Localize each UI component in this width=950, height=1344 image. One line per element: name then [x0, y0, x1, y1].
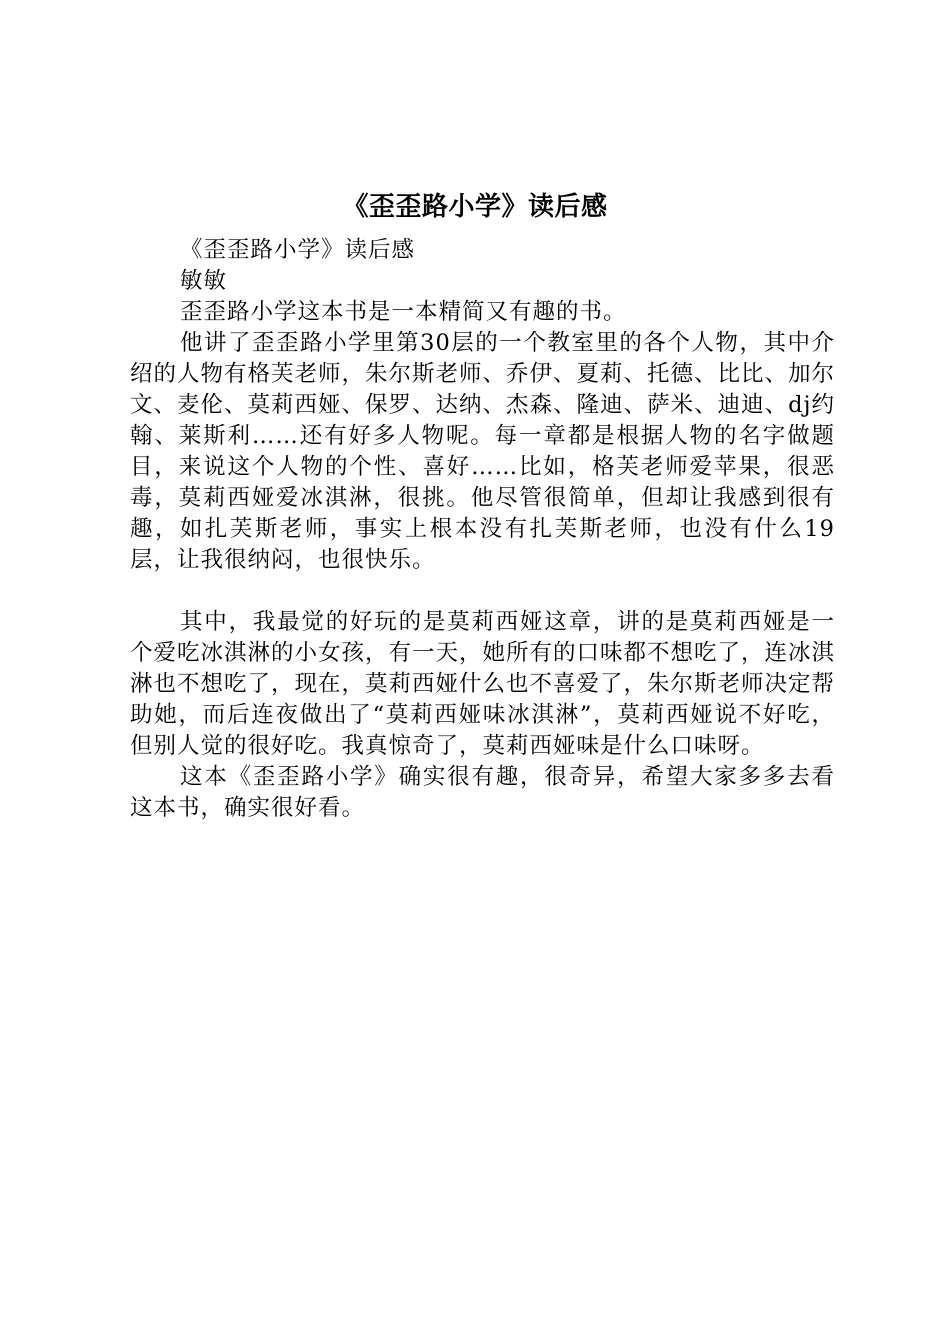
- characters-paragraph: 他讲了歪歪路小学里第30层的一个教室里的各个人物，其中介绍的人物有格芙老师，朱尔斯老师、乔伊、夏莉、托德、比比、加尔文、麦伦、莫莉西娅、保罗、达纳、杰森、隆迪、萨米、迪迪、dj约翰、莱斯利……还有好多人物呢。每一章都是根据人物的名字做题目，来说这个人物的个性、喜好……比如，格芙老师爱苹果，很恶毒，莫莉西娅爱冰淇淋，很挑。他尽管很简单，但却让我感到很有趣，如扎芙斯老师，事实上根本没有扎芙斯老师，也没有什么19层，让我很纳闷，也很快乐。: [130, 330, 836, 573]
- subtitle-paragraph: 《歪歪路小学》读后感: [180, 237, 416, 263]
- paragraph-gap: [130, 576, 835, 607]
- author-paragraph: 敏敏: [180, 268, 228, 294]
- conclusion-paragraph: 这本《歪歪路小学》确实很有趣，很奇异，希望大家多多去看这本书，确实很好看。: [130, 764, 835, 821]
- document-body: [130, 235, 835, 824]
- favorite-chapter-paragraph: 其中，我最觉的好玩的是莫莉西娅这章，讲的是莫莉西娅是一个爱吃冰淇淋的小女孩，有一天，她所有的口味都不想吃了，连冰淇淋也不想吃了，现在，莫莉西娅什么也不喜爱了，朱尔斯老师决定帮助她，而后连夜做出了“莫莉西娅味冰淇淋”，莫莉西娅说不好吃，但别人觉的很好吃。我真惊奇了，莫莉西娅味是什么口味呀。: [130, 609, 836, 759]
- document-title: 《歪歪路小学》读后感: [342, 192, 608, 222]
- intro-paragraph: 歪歪路小学这本书是一本精简又有趣的书。: [180, 299, 627, 325]
